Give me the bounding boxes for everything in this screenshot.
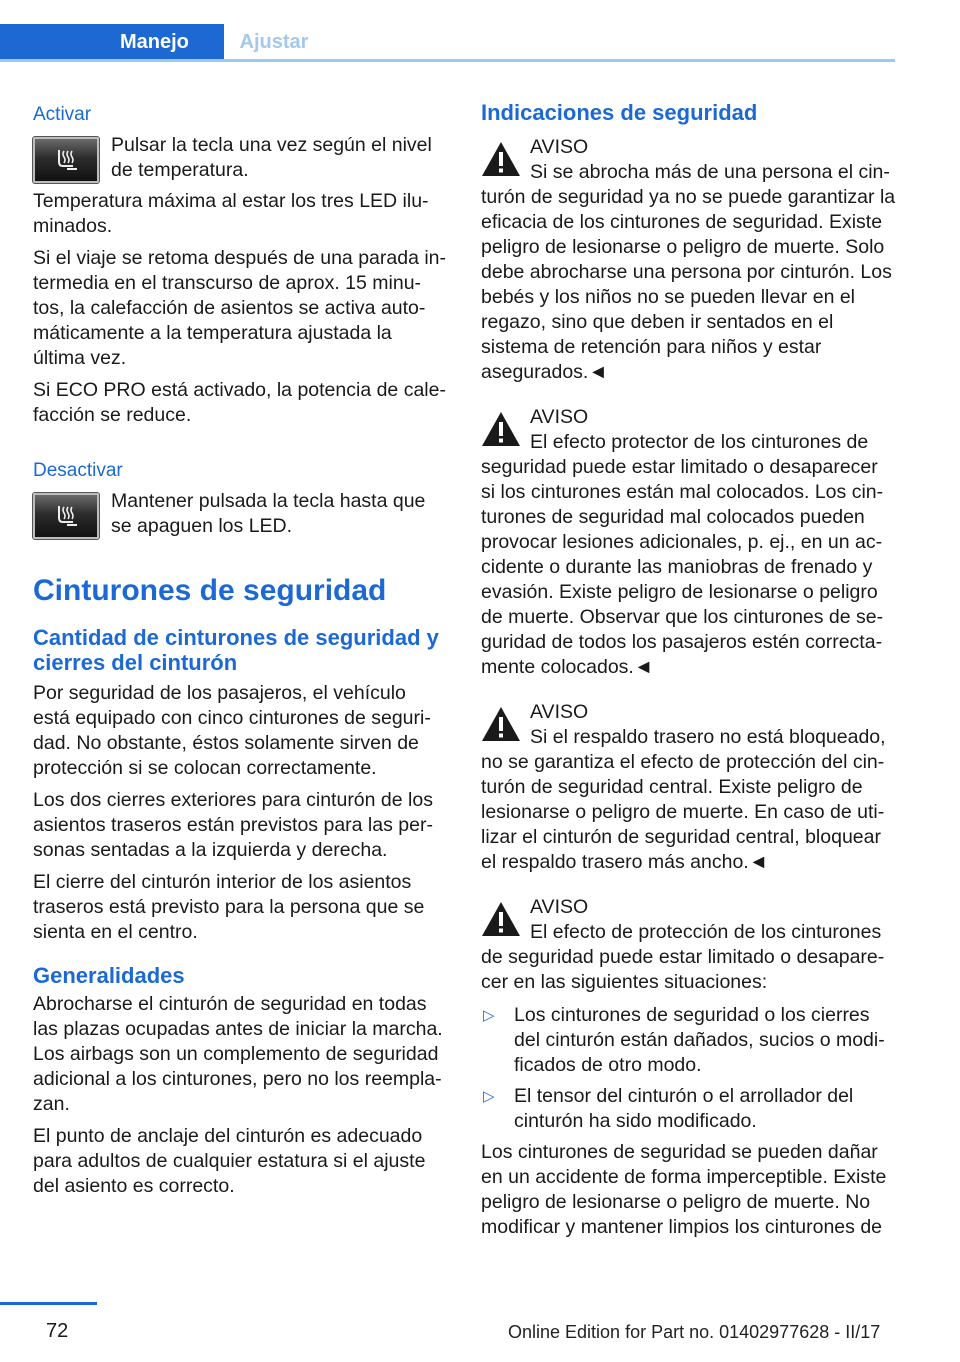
page-number: 72 [46,1320,69,1342]
warning-text-start: El efecto de protección de los cinturones [530,921,882,943]
desactivar-text: Mantener pulsada la tecla hasta que se apaguen los LED. [111,490,426,537]
bullet-list [481,1003,896,1134]
header-rule [0,59,895,62]
tab-ajustar: Ajustar [239,31,309,53]
warning-text: turón de seguridad ya no se puede garantizar la eficacia de los cinturones de seguridad. Existe peligro de lesionarse o peligro de muerte. Solo debe abrocharse una persona por cinturón. Los bebés y los niños no se pueden llevar en el regazo, sino que deben ir sentados en el sistema de retención para niños y estar asegurados.◄ [481,186,896,383]
right-column [481,98,896,1247]
left-column [33,98,448,1206]
seat-heating-button-icon [33,493,99,539]
tab-manejo: Manejo [0,24,224,59]
activar-p2: Si el viaje se retoma después de una parada in-termedia en el transcurso de aprox. 15 minu-tos, la calefacción de asientos se activa auto-máticamente a la temperatura ajustada la última vez. [33,247,447,369]
desactivar-instruction [33,489,448,539]
warning-label: AVISO [530,406,589,428]
warning-text-start: El efecto protector de los cinturones de [530,431,869,453]
list-item-text: El tensor del cinturón o el arrollador del cinturón ha sido modificado. [514,1085,854,1132]
closing-paragraph: Los cinturones de seguridad se pueden dañar en un accidente de forma imperceptible. Existe peligro de lesionarse o peligro de muerte. No modificar y mantener limpios los cinturones de [481,1141,887,1238]
cantidad-heading: Cantidad de cinturones de seguridad y cierres del cinturón [33,625,439,675]
warning-block [481,135,896,385]
warning-triangle-icon [481,706,521,742]
list-item-text: Los cinturones de seguridad o los cierres del cinturón están dañados, sucios o modi-ficados de otro modo. [514,1004,885,1076]
warning-label: AVISO [530,896,589,918]
cantidad-p3: El cierre del cinturón interior de los asientos traseros está previsto para la persona que se sienta en el centro. [33,871,425,943]
warning-text: seguridad puede estar limitado o desaparecer si los cinturones están mal colocados. Los cin-turones de seguridad mal colocados pueden provocar lesiones adicionales, p. ej., en un ac-cidente o durante las maniobras de frenado y evasión. Existe peligro de lesionarse o peligro de muerte. Observar que los cinturones de se-guridad de todos los pasajeros estén correcta-mente colocados.◄ [481,456,884,678]
activar-p3: Si ECO PRO está activado, la potencia de cale-facción se reduce. [33,379,446,426]
seat-heating-button-icon [33,137,99,183]
list-item [481,1003,896,1078]
warning-text-start: Si el respaldo trasero no está bloqueado, [530,726,886,748]
triangle-bullet-icon: ▷ [483,1088,495,1105]
warning-triangle-icon [481,411,521,447]
desactivar-heading: Desactivar [33,460,123,481]
warning-triangle-icon [481,141,521,177]
cantidad-p1: Por seguridad de los pasajeros, el vehículo está equipado con cinco cinturones de seguri-dad. No obstante, éstos solamente sirven de protección si se colocan correctamente. [33,682,431,779]
warning-text: no se garantiza el efecto de protección del cin-turón de seguridad central. Existe peligro de lesionarse o peligro de muerte. En caso de uti-lizar el cinturón de seguridad central, bloquear el respaldo trasero más ancho.◄ [481,751,885,873]
activar-p1: Temperatura máxima al estar los tres LED ilu-minados. [33,190,429,237]
generalidades-p1: Abrocharse el cinturón de seguridad en todas las plazas ocupadas antes de iniciar la marcha. Los airbags son un complemento de seguridad adicional a los cinturones, pero no los reempla-zan. [33,993,443,1115]
generalidades-heading: Generalidades [33,963,185,988]
warning-block [481,405,896,680]
safety-heading: Indicaciones de seguridad [481,100,758,125]
warning-label: AVISO [530,136,589,158]
warning-triangle-icon [481,901,521,937]
warning-block [481,700,896,875]
warning-text-start: Si se abrocha más de una persona el cin- [530,161,890,183]
activar-text: Pulsar la tecla una vez según el nivel de temperatura. [111,134,432,181]
footer-rule [0,1302,97,1305]
warning-label: AVISO [530,701,589,723]
warning-block [481,895,896,995]
activar-instruction [33,133,448,183]
section-title: Cinturones de seguridad [33,574,387,607]
triangle-bullet-icon: ▷ [483,1007,495,1024]
cantidad-p2: Los dos cierres exteriores para cinturón de los asientos traseros están previstos para las per-sonas sentadas a la izquierda y derecha. [33,789,433,861]
chapter-tab-bar [0,24,895,62]
generalidades-p2: El punto de anclaje del cinturón es adecuado para adultos de cualquier estatura si el ajuste del asiento es correcto. [33,1125,426,1197]
warning-text: de seguridad puede estar limitado o desapare-cer en las siguientes situaciones: [481,946,885,993]
edition-note: Online Edition for Part no. 01402977628 - II/17 [508,1322,881,1342]
list-item [481,1084,896,1134]
activar-heading: Activar [33,104,92,125]
